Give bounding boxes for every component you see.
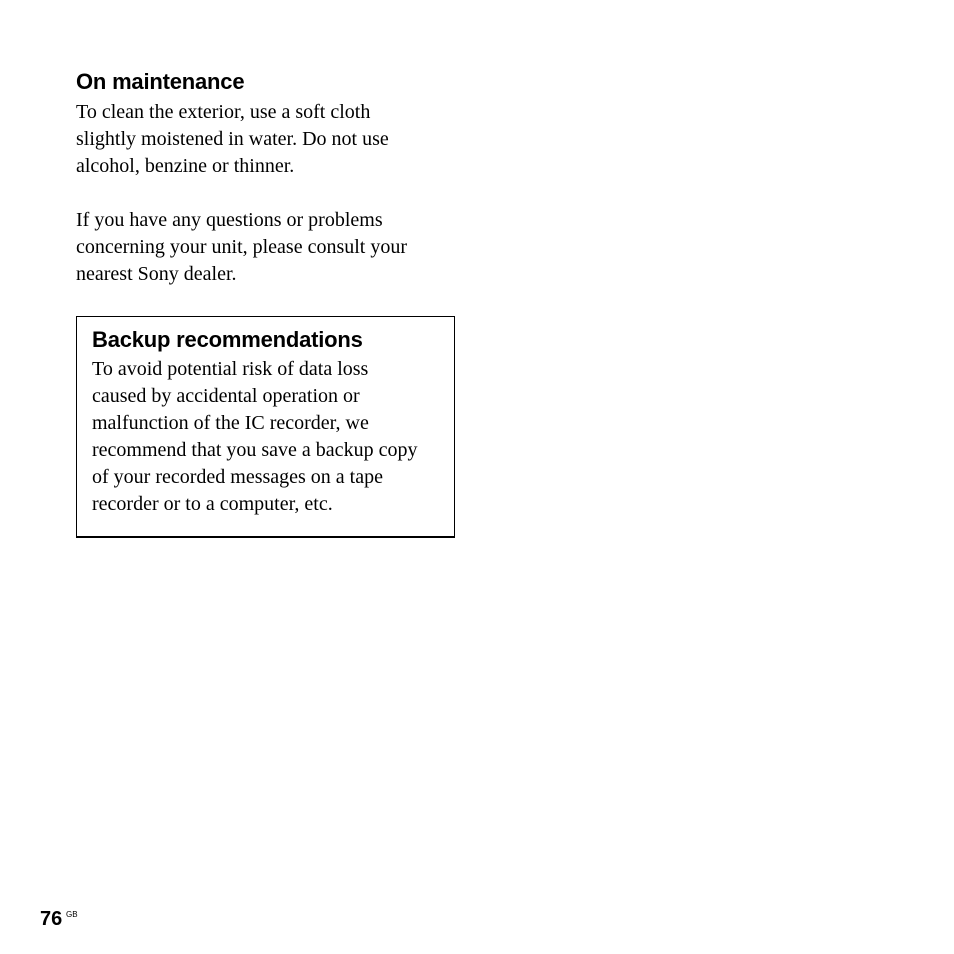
page-number: 76	[40, 908, 63, 930]
section-title: On maintenance	[76, 69, 245, 94]
support-paragraph: If you have any questions or problems concerning your unit, please consult your nearest Sony dealer.	[76, 209, 408, 285]
box-title: Backup recommendations	[92, 327, 363, 352]
box-text: To avoid potential risk of data loss caused by accidental operation or malfunction of the IC recorder, we recommend that you save a backup copy of your recorded messages on a tape recorder or to a computer, etc.	[92, 358, 418, 515]
backup-recommendations-box	[76, 316, 455, 538]
page-number-suffix: GB	[66, 910, 78, 919]
maintenance-paragraph: To clean the exterior, use a soft cloth slightly moistened in water. Do not use alcohol, benzine or thinner.	[76, 101, 389, 177]
